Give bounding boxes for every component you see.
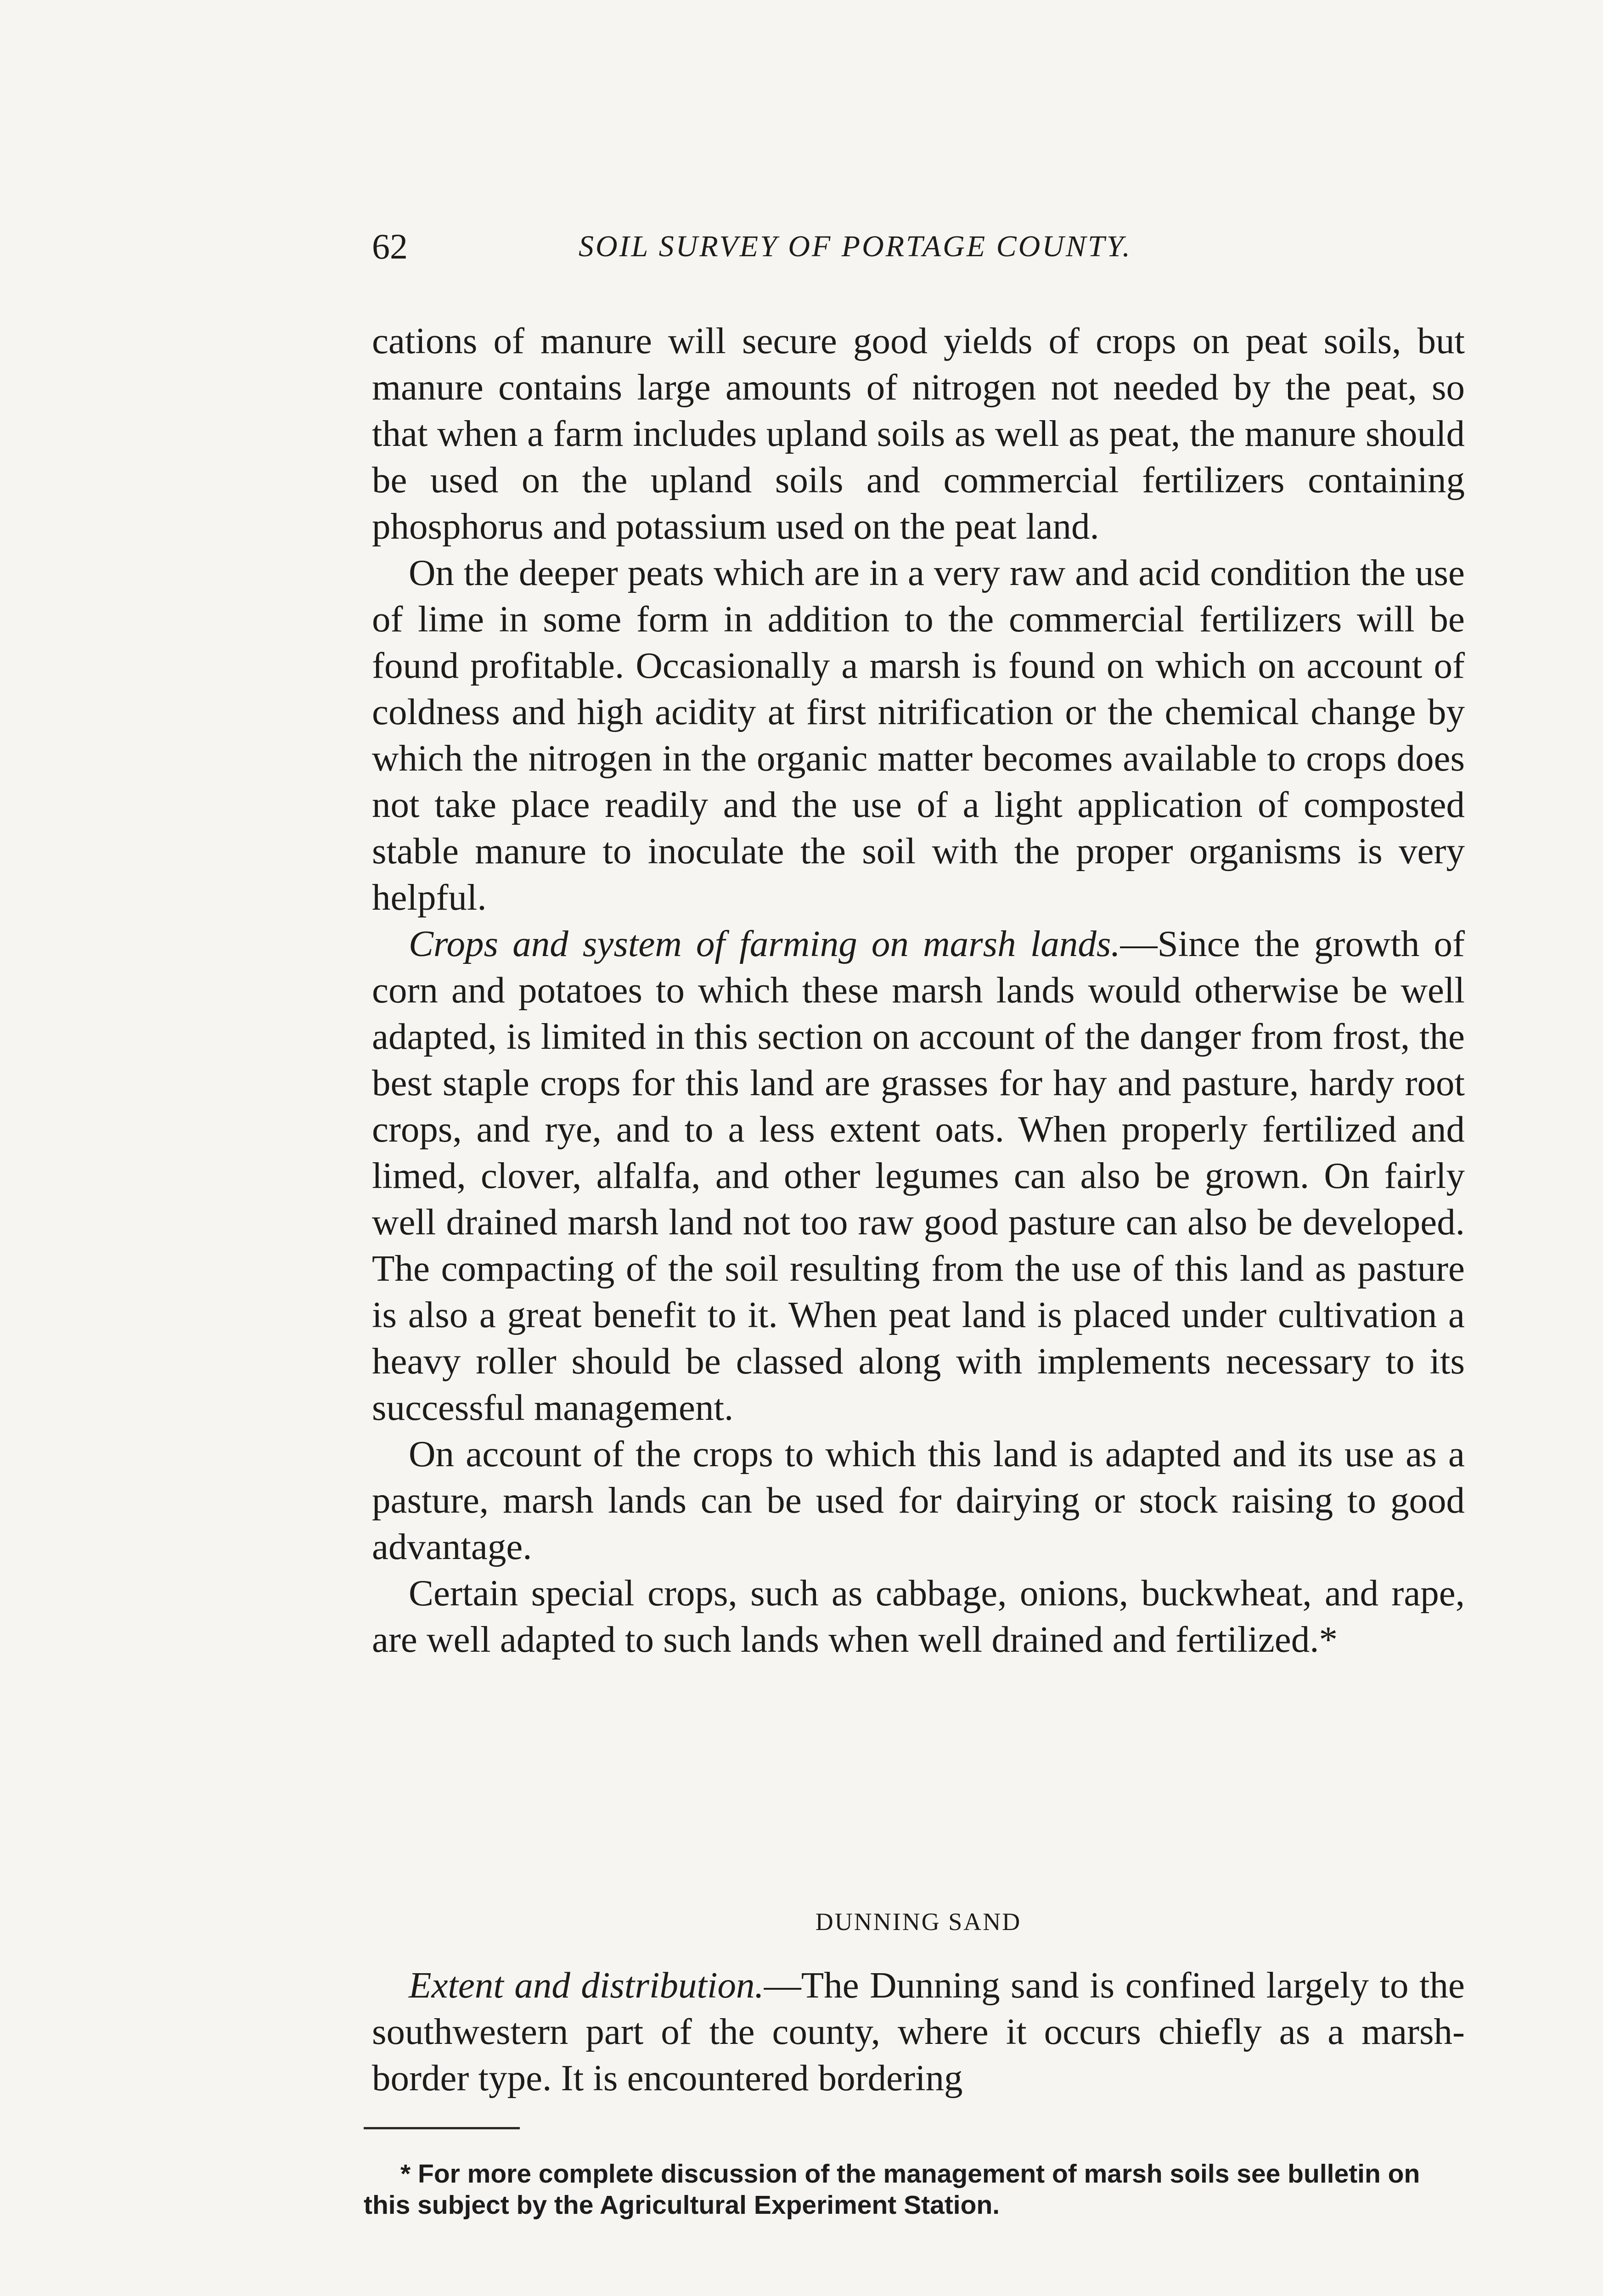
- paragraph-crops-system-heading: Crops and system of farming on marsh lands.: [409, 923, 1120, 964]
- paragraph-crops-system: [372, 921, 1465, 1431]
- paragraph-special-crops: Certain special crops, such as cabbage, onions, buckwheat, and rape, are well adapted to such lands when well drained and fertilized.*: [372, 1572, 1465, 1660]
- paragraph-dairying: On account of the crops to which this land is adapted and its use as a pasture, marsh lands can be used for dairying or stock raising to good advantage.: [372, 1433, 1465, 1567]
- section-heading: DUNNING SAND: [815, 1908, 1022, 1936]
- section-text: [372, 1962, 1465, 2101]
- running-head: SOIL SURVEY OF PORTAGE COUNTY.: [579, 230, 1132, 263]
- paragraph-continuation: cations of manure will secure good yields of crops on peat soils, but manure contains large amounts of nitrogen not needed by the peat, so that when a farm includes upland soils as well as peat, the manure should be used on the upland soils and commercial fertilizers containing phosphorus and potassium used on the peat land.: [372, 320, 1465, 547]
- paragraph-extent-distribution: [372, 1962, 1465, 2101]
- paragraph-extent-text: —The Dunning sand is confined largely to the southwestern part of the county, where it occurs chiefly as a marsh-border type. It is encountered bordering: [372, 1964, 1465, 2099]
- page-number: 62: [372, 226, 408, 266]
- body-text: [372, 318, 1465, 1663]
- footnote: * For more complete discussion of the management of marsh soils see bulletin on this subject by the Agricultural Experiment Station.: [364, 2159, 1420, 2220]
- paragraph-extent-heading: Extent and distribution.: [409, 1964, 764, 2006]
- paragraph-lime: On the deeper peats which are in a very raw and acid condition the use of lime in some form in addition to the commercial fertilizers will be found profitable. Occasionally a marsh is found on which on account of coldness and high acidity at first nitrification or the chemical change by which the nitrogen in the organic matter becomes available to crops does not take place readily and the use of a light application of composted stable manure to inoculate the soil with the proper organisms is very helpful.: [372, 552, 1465, 918]
- page-header: [372, 221, 1465, 272]
- footnote-divider: [364, 2127, 520, 2129]
- paragraph-crops-system-text: —Since the growth of corn and potatoes to which these marsh lands would otherwise be well adapted, is limited in this section on account of the danger from frost, the best staple crops for this land are grasses for hay and pasture, hardy root crops, and rye, and to a less extent oats. When properly fertilized and limed, clover, alfalfa, and other legumes can also be grown. On fairly well drained marsh land not too raw good pasture can also be developed. The compacting of the soil resulting from the use of this land as pasture is also a great benefit to it. When peat land is placed under cultivation a heavy roller should be classed along with implements necessary to its successful management.: [372, 923, 1465, 1428]
